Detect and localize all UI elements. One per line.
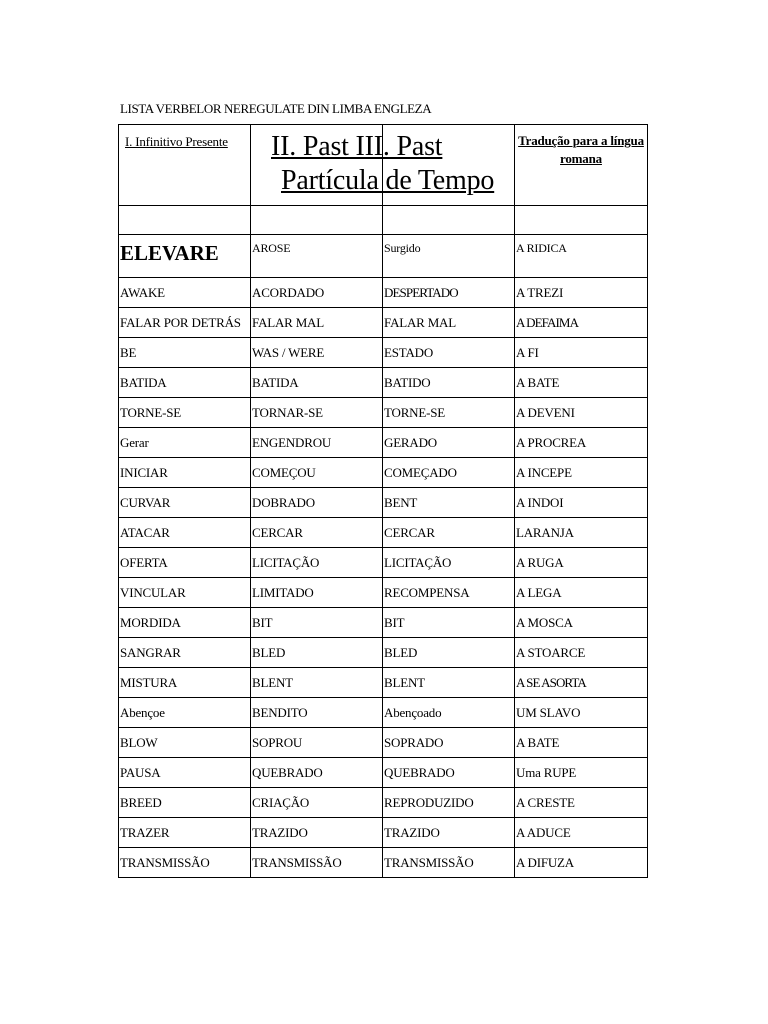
table-row — [119, 518, 648, 548]
blank-cell — [515, 206, 648, 235]
past-cell: LICITAÇÃO — [251, 548, 383, 578]
translation-cell: A CRESTE — [515, 788, 648, 818]
infinitive-cell: BATIDA — [119, 368, 251, 398]
infinitive-cell: TRANSMISSÃO — [119, 848, 251, 878]
past-participle-cell: COMEÇADO — [383, 458, 515, 488]
past-cell: TRAZIDO — [251, 818, 383, 848]
past-cell: WAS / WERE — [251, 338, 383, 368]
blank-cell — [251, 206, 383, 235]
past-participle-cell: BIT — [383, 608, 515, 638]
blank-cell — [119, 206, 251, 235]
past-participle-cell: QUEBRADO — [383, 758, 515, 788]
infinitive-cell: SANGRAR — [119, 638, 251, 668]
translation-cell: A PROCREA — [515, 428, 648, 458]
past-cell: TORNAR-SE — [251, 398, 383, 428]
past-participle-cell: FALAR MAL — [383, 308, 515, 338]
header-cell-past — [251, 125, 495, 206]
infinitive-cell: ATACAR — [119, 518, 251, 548]
table-row — [119, 818, 648, 848]
translation-cell: A TREZI — [515, 278, 648, 308]
past-participle-cell: BLED — [383, 638, 515, 668]
header-row — [119, 125, 648, 206]
header-cell-infinitive — [119, 125, 251, 206]
past-cell: AROSE — [251, 235, 383, 278]
header-infinitive: I. Infinitivo Presente — [125, 134, 228, 149]
past-cell: ENGENDROU — [251, 428, 383, 458]
past-participle-cell: SOPRADO — [383, 728, 515, 758]
past-cell: BENDITO — [251, 698, 383, 728]
past-cell: CERCAR — [251, 518, 383, 548]
table-row — [119, 608, 648, 638]
past-cell: CRIAÇÃO — [251, 788, 383, 818]
document-title: LISTA VERBELOR NEREGULATE DIN LIMBA ENGLEZA — [120, 101, 432, 116]
past-participle-cell: TRAZIDO — [383, 818, 515, 848]
translation-cell: A BATE — [515, 368, 648, 398]
infinitive-cell: VINCULAR — [119, 578, 251, 608]
past-cell: TRANSMISSÃO — [251, 848, 383, 878]
translation-cell: A FI — [515, 338, 648, 368]
blank-row — [119, 206, 648, 235]
table-row — [119, 488, 648, 518]
table-row — [119, 458, 648, 488]
table-row — [119, 728, 648, 758]
translation-cell: A DEFAIMA — [515, 308, 648, 338]
past-participle-cell: ESTADO — [383, 338, 515, 368]
past-cell: DOBRADO — [251, 488, 383, 518]
past-cell: SOPROU — [251, 728, 383, 758]
past-participle-cell: DESPERTADO — [383, 278, 515, 308]
header-past: II. Past III. Past — [271, 131, 443, 162]
infinitive-cell: MORDIDA — [119, 608, 251, 638]
translation-cell: A ADUCE — [515, 818, 648, 848]
infinitive-cell: BREED — [119, 788, 251, 818]
past-cell: FALAR MAL — [251, 308, 383, 338]
past-participle-cell: Abençoado — [383, 698, 515, 728]
past-participle-cell: TRANSMISSÃO — [383, 848, 515, 878]
translation-cell: LARANJA — [515, 518, 648, 548]
past-cell: BIT — [251, 608, 383, 638]
header-translation: Tradução para a língua romana — [518, 133, 644, 166]
infinitive-cell: AWAKE — [119, 278, 251, 308]
translation-cell: UM SLAVO — [515, 698, 648, 728]
past-cell: BLENT — [251, 668, 383, 698]
table-row — [119, 398, 648, 428]
infinitive-cell: ELEVARE — [119, 235, 251, 278]
irregular-verbs-table — [118, 124, 648, 878]
table-row — [119, 578, 648, 608]
past-cell: ACORDADO — [251, 278, 383, 308]
infinitive-cell: BE — [119, 338, 251, 368]
translation-cell: A DIFUZA — [515, 848, 648, 878]
past-participle-cell: CERCAR — [383, 518, 515, 548]
infinitive-cell: TORNE-SE — [119, 398, 251, 428]
past-cell: BATIDA — [251, 368, 383, 398]
infinitive-cell: Abençoe — [119, 698, 251, 728]
infinitive-cell: FALAR POR DETRÁS — [119, 308, 251, 338]
past-participle-cell: BATIDO — [383, 368, 515, 398]
past-participle-cell: Surgido — [383, 235, 515, 278]
infinitive-cell: Gerar — [119, 428, 251, 458]
infinitive-cell: TRAZER — [119, 818, 251, 848]
translation-cell: A MOSCA — [515, 608, 648, 638]
past-participle-cell: REPRODUZIDO — [383, 788, 515, 818]
translation-cell: A RIDICA — [515, 235, 648, 278]
table-row — [119, 788, 648, 818]
infinitive-cell: BLOW — [119, 728, 251, 758]
header-participle: Partícula de Tempo — [281, 165, 495, 196]
past-cell: COMEÇOU — [251, 458, 383, 488]
past-cell: LIMITADO — [251, 578, 383, 608]
table-row — [119, 848, 648, 878]
past-participle-cell: RECOMPENSA — [383, 578, 515, 608]
table-row — [119, 278, 648, 308]
table-row — [119, 548, 648, 578]
past-cell: BLED — [251, 638, 383, 668]
past-participle-cell: BLENT — [383, 668, 515, 698]
past-participle-cell: GERADO — [383, 428, 515, 458]
table-row — [119, 698, 648, 728]
table-row — [119, 638, 648, 668]
past-participle-cell: LICITAÇÃO — [383, 548, 515, 578]
table-row — [119, 308, 648, 338]
translation-cell: A RUGA — [515, 548, 648, 578]
past-participle-cell: TORNE-SE — [383, 398, 515, 428]
translation-cell: A STOARCE — [515, 638, 648, 668]
table-row — [119, 668, 648, 698]
infinitive-cell: CURVAR — [119, 488, 251, 518]
table-row — [119, 428, 648, 458]
infinitive-cell: PAUSA — [119, 758, 251, 788]
translation-cell: A INCEPE — [515, 458, 648, 488]
table-row — [119, 338, 648, 368]
table-row — [119, 758, 648, 788]
translation-cell: A SE ASORTA — [515, 668, 648, 698]
infinitive-cell: MISTURA — [119, 668, 251, 698]
infinitive-cell: OFERTA — [119, 548, 251, 578]
blank-cell — [383, 206, 515, 235]
translation-cell: Uma RUPE — [515, 758, 648, 788]
translation-cell: A DEVENI — [515, 398, 648, 428]
translation-cell: A INDOI — [515, 488, 648, 518]
translation-cell: A BATE — [515, 728, 648, 758]
past-participle-cell: BENT — [383, 488, 515, 518]
table-row — [119, 368, 648, 398]
translation-cell: A LEGA — [515, 578, 648, 608]
past-cell: QUEBRADO — [251, 758, 383, 788]
infinitive-cell: INICIAR — [119, 458, 251, 488]
header-cell-translation — [515, 125, 648, 206]
table-row — [119, 235, 648, 278]
